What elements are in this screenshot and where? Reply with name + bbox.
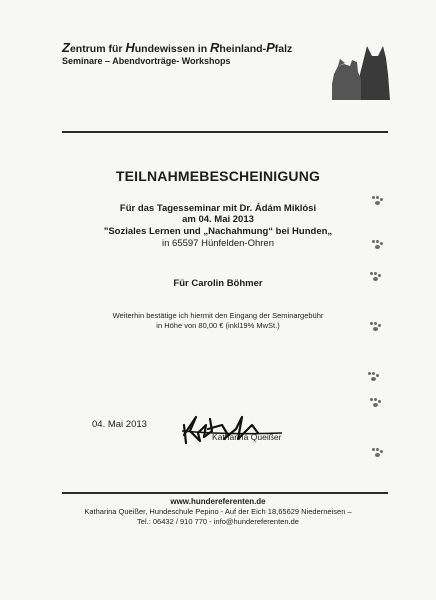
payment-amount: in Höhe von 80,00 € (inkl19% MwSt.) (156, 321, 280, 330)
seminar-line: Für das Tagesseminar mit Dr. Ádám Miklósi (119, 203, 317, 214)
recipient-name: Für Carolin Böhmer (173, 278, 263, 289)
org-part: H (125, 40, 135, 55)
payment-confirmation: Weiterhin bestätige ich hiermit den Eingang der Seminargebühr (112, 311, 324, 320)
issue-date: 04. Mai 2013 (92, 419, 147, 430)
org-part: P (266, 40, 275, 55)
org-part: falz (274, 43, 293, 55)
org-part: undewissen in (134, 43, 211, 55)
org-part: Z (62, 40, 70, 55)
dog-silhouettes-icon (330, 44, 390, 100)
org-part: R (210, 40, 220, 55)
organization-subtitle: Seminare – Abendvorträge- Workshops (62, 56, 231, 66)
handwritten-signature (178, 395, 288, 453)
certificate-title: TEILNAHMEBESCHEINIGUNG (115, 168, 321, 184)
footer-divider (62, 492, 388, 494)
paw-print-icon (368, 372, 380, 382)
org-part: heinland- (219, 43, 267, 55)
header-divider (62, 131, 388, 133)
paw-print-icon (370, 398, 382, 408)
organization-name (62, 40, 292, 55)
paw-print-icon (370, 272, 382, 282)
paw-print-icon (370, 322, 382, 332)
footer-website[interactable]: www.hundereferenten.de (170, 497, 266, 506)
paw-print-icon (372, 240, 384, 250)
seminar-topic: "Soziales Lernen und „Nachahmung“ bei Hunden„ (103, 226, 333, 237)
signer-name: Katharina Queißer (212, 432, 282, 442)
footer-contact: Tel.: 06432 / 910 770 - info@hundereferenten.de (137, 517, 299, 526)
paw-print-icon (372, 448, 384, 458)
paw-print-icon (372, 196, 384, 206)
org-part: entrum für (69, 43, 126, 55)
footer-address: Katharina Queißer, Hundeschule Pepino - Auf der Eich 18,65629 Niederneisen – (84, 507, 352, 516)
seminar-location: in 65597 Hünfelden-Ohren (162, 238, 274, 249)
seminar-date: am 04. Mai 2013 (182, 214, 254, 225)
